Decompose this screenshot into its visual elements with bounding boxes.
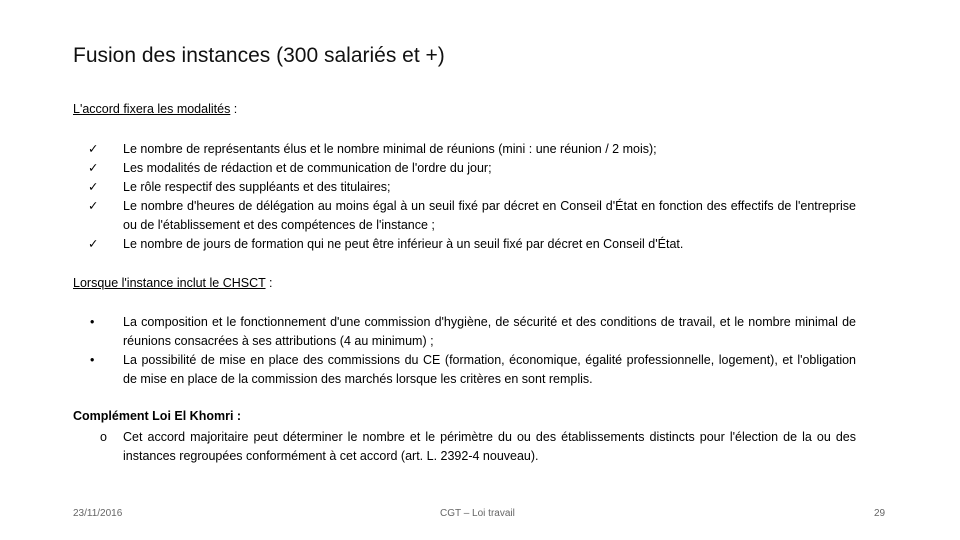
list-item (88, 235, 856, 254)
list-item (90, 351, 856, 389)
list-item (100, 428, 856, 466)
checkmark-icon: ✓ (88, 142, 99, 156)
footer-date: 23/11/2016 (73, 508, 123, 519)
list-item-text: La possibilité de mise en place des commissions du CE (formation, économique, égalité professionnelle, logement), et l'obligation de mise en place de la commission des marchés lorsque les critères en sont remplis. (123, 353, 856, 386)
checkmark-icon: ✓ (88, 161, 99, 175)
list-item-text: Les modalités de rédaction et de communication de l'ordre du jour; (123, 161, 492, 175)
slide-number: 29 (874, 508, 886, 519)
list-item-text: Le nombre d'heures de délégation au moins égal à un seuil fixé par décret en Conseil d'État en fonction des effectifs de l'entreprise ou de l'établissement et des compétences de l'instance ; (123, 199, 856, 232)
list-item-text: Le nombre de représentants élus et le nombre minimal de réunions (mini : une réunion / 2 mois); (123, 142, 657, 156)
accord-modalites-list (0, 140, 856, 254)
list-item (88, 178, 856, 197)
list-item (88, 140, 856, 159)
khomri-list (0, 428, 856, 466)
list-item (88, 159, 856, 178)
list-item-text: Le rôle respectif des suppléants et des titulaires; (123, 180, 391, 194)
section-accord-label-text: L'accord fixera les modalités (73, 102, 231, 116)
checkmark-icon: ✓ (88, 199, 99, 213)
list-item-text: Le nombre de jours de formation qui ne peut être inférieur à un seuil fixé par décret en Conseil d'État. (123, 237, 684, 251)
slide-title: Fusion des instances (300 salariés et +) (73, 44, 445, 67)
circle-bullet-icon: o (100, 430, 107, 444)
bullet-icon: • (90, 315, 95, 329)
section-accord-label-suffix: : (230, 102, 238, 116)
section-accord-label (73, 102, 237, 116)
list-item-text: La composition et le fonctionnement d'une commission d'hygiène, de sécurité et des conditions de travail, et le nombre minimal de réunions consacrées à ses attributions (4 au minimum) ; (123, 315, 856, 348)
list-item-text: Cet accord majoritaire peut déterminer le nombre et le périmètre du ou des établissements distincts pour l'élection de la ou des instances regroupées conformément à cet accord (art. L. 2392-4 nouveau). (123, 430, 856, 463)
list-item (90, 313, 856, 351)
bullet-icon: • (90, 353, 95, 367)
chsct-list (0, 313, 856, 389)
section-chsct-label-suffix: : (265, 276, 273, 290)
section-chsct-label (73, 276, 272, 290)
checkmark-icon: ✓ (88, 237, 99, 251)
section-chsct-label-text: Lorsque l'instance inclut le CHSCT (73, 276, 266, 290)
checkmark-icon: ✓ (88, 180, 99, 194)
footer-title: CGT – Loi travail (440, 508, 515, 519)
list-item (88, 197, 856, 235)
section-khomri-label: Complément Loi El Khomri : (73, 409, 242, 423)
